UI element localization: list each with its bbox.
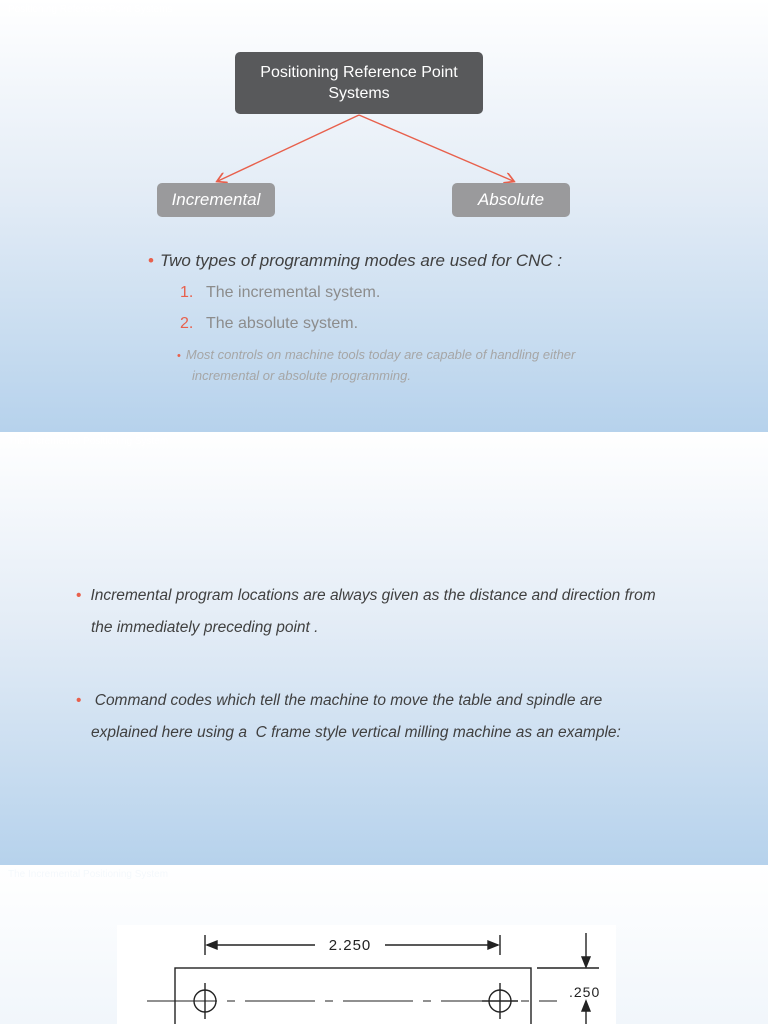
bullet-icon: • <box>76 692 82 709</box>
paragraph-bullet-2 <box>76 685 716 749</box>
paragraph-line-1: Incremental program locations are always given as the distance and direction from <box>90 587 656 604</box>
bullet-icon: • <box>76 587 82 604</box>
slide-2 <box>0 432 768 865</box>
item-text: The absolute system. <box>206 315 359 332</box>
diagram-root-label: Positioning Reference Point Systems <box>260 64 458 102</box>
slide-1 <box>0 0 768 432</box>
paragraph-bullet-1 <box>76 580 716 644</box>
slide-3 <box>0 865 768 1024</box>
connector-incremental <box>218 115 359 181</box>
technical-drawing <box>117 925 616 1024</box>
diagram-node-incremental <box>157 183 275 217</box>
item-number: 1. <box>180 284 194 301</box>
sub-bullet <box>177 345 647 385</box>
item-number: 2. <box>180 315 194 332</box>
vdim-arrow-bottom <box>582 1001 590 1011</box>
slide-title: The Incremental Positioning System <box>8 436 169 447</box>
sub-bullet-line-2: incremental or absolute programming. <box>192 368 411 383</box>
part-outline <box>175 968 531 1024</box>
vdim-arrow-top <box>582 957 590 967</box>
dim-width-label: 2.250 <box>328 937 372 954</box>
numbered-item <box>180 315 358 333</box>
main-bullet-text: Two types of programming modes are used for CNC : <box>159 251 563 270</box>
numbered-item <box>180 284 380 302</box>
connector-absolute <box>359 115 513 181</box>
paragraph-line-2: explained here using a C frame style vertical milling machine as an example: <box>91 724 621 741</box>
drawing-svg <box>117 925 616 1024</box>
bullet-icon: • <box>177 350 181 362</box>
paragraph-line-2: the immediately preceding point . <box>91 619 319 636</box>
bullet-icon: • <box>148 251 154 270</box>
sub-bullet-line-1: Most controls on machine tools today are capable of handling either <box>185 347 576 362</box>
diagram-node-label: Incremental <box>171 190 261 209</box>
dim-arrow-right <box>488 941 498 949</box>
diagram-node-absolute <box>452 183 570 217</box>
diagram-root-node <box>235 52 483 114</box>
dim-arrow-left <box>207 941 217 949</box>
diagram-node-label: Absolute <box>477 190 545 209</box>
item-text: The incremental system. <box>206 284 381 301</box>
dim-height-label: .250 <box>569 984 601 1000</box>
paragraph-line-1: Command codes which tell the machine to move the table and spindle are <box>90 692 603 709</box>
slide-title: The Incremental Positioning System <box>8 869 169 880</box>
main-bullet <box>148 251 562 271</box>
slide-title: Positioning Reference Point Systems <box>8 4 173 15</box>
